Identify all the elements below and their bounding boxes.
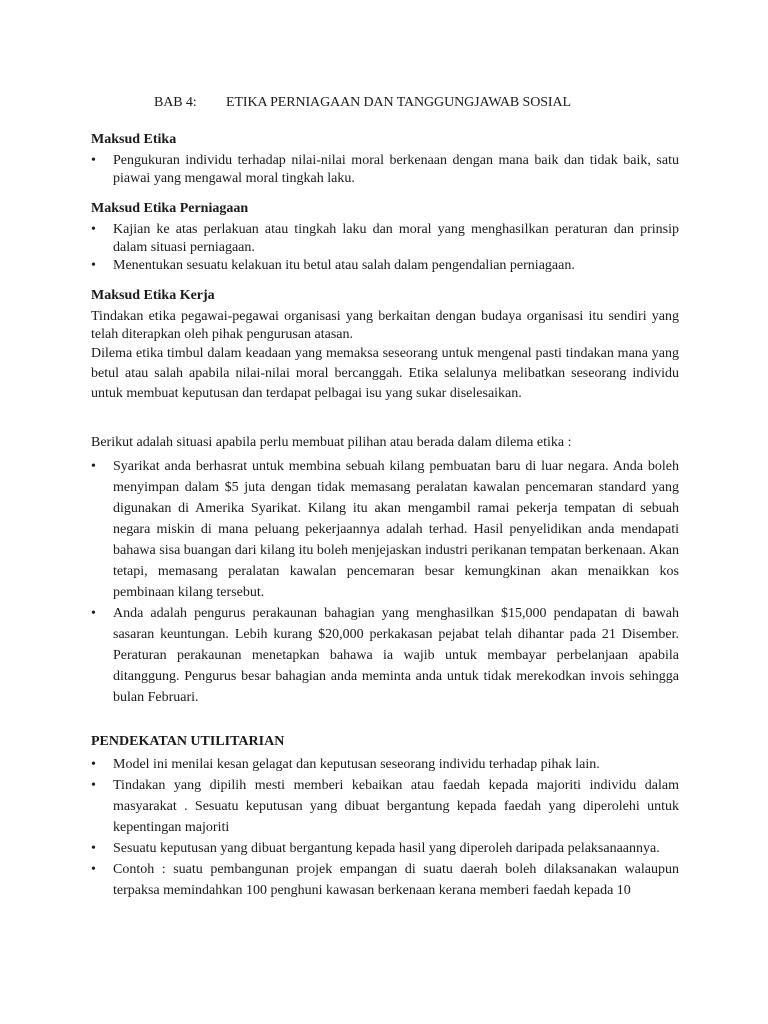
paragraph: Dilema etika timbul dalam keadaan yang memaksa seseorang untuk mengenal pasti tindakan mana yang betul atau salah apabila nilai-nilai moral bercanggah. Etika selalunya melibatkan seseorang individu untuk membuat keputusan dan terdapat pelbagai isu yang sukar diselesaikan. <box>91 346 679 401</box>
section-dilema <box>91 433 679 708</box>
list-item: • Kajian ke atas perlakuan atau tingkah laku dan moral yang menghasilkan peraturan dan prinsip dalam situasi perniagaan. <box>91 221 679 257</box>
list-item: • Syarikat anda berhasrat untuk membina sebuah kilang pembuatan baru di luar negara. Anda boleh menyimpan dalam $5 juta dengan tidak memasang peralatan kawalan pencemaran standard yang digunakan di Amerika Syarikat. Kilang itu akan mengambil ramai pekerja tempatan di sebuah negara miskin di mana peluang pekerjaannya adalah terhad. Hasil penyelidikan anda mendapati bahawa sisa buangan dari kilang itu boleh menjejaskan industri perikanan tempatan berkenaan. Akan tetapi, memasang peralatan kawalan pencemaran besar kemungkinan akan menaikkan kos pembinaan kilang tersebut. <box>91 456 679 603</box>
chapter-heading: ETIKA PERNIAGAAN DAN TANGGUNGJAWAB SOSIAL <box>226 95 571 110</box>
bullet-list <box>91 152 679 188</box>
list-item: • Anda adalah pengurus perakaunan bahagian yang menghasilkan $15,000 pendapatan di bawah sasaran keuntungan. Lebih kurang $20,000 perkakasan pejabat telah dihantar pada 21 Disember. Peraturan perakaunan menetapkan bahawa ia wajib untuk membayar perbelanjaan apabila ditanggung. Pengurus besar bahagian anda meminta anda untuk tidak merekodkan invois sehingga bulan Februari. <box>91 603 679 708</box>
paragraph: Berikut adalah situasi apabila perlu membuat pilihan atau berada dalam dilema etika : <box>91 435 572 450</box>
section-maksud-etika-perniagaan <box>91 199 679 275</box>
spacer <box>91 708 679 728</box>
section-maksud-etika <box>91 130 679 188</box>
paragraph: Tindakan etika pegawai-pegawai organisasi yang berkaitan dengan budaya organisasi itu sendiri yang telah diterapkan oleh pihak pengurusan atasan. <box>91 309 679 342</box>
list-item: • Model ini menilai kesan gelagat dan keputusan seseorang individu terhadap pihak lain. <box>91 754 679 775</box>
list-item: • Menentukan sesuatu kelakuan itu betul atau salah dalam pengendalian perniagaan. <box>91 257 679 275</box>
section-heading: Maksud Etika Perniagaan <box>91 201 249 216</box>
section-heading: PENDEKATAN UTILITARIAN <box>91 734 285 749</box>
bullet-list <box>91 456 679 708</box>
bullet-list <box>91 221 679 275</box>
chapter-number: BAB 4: <box>154 95 197 110</box>
list-item: • Pengukuran individu terhadap nilai-nilai moral berkenaan dengan mana baik dan tidak baik, satu piawai yang mengawal moral tingkah laku. <box>91 152 679 188</box>
bullet-list <box>91 754 679 901</box>
section-heading: Maksud Etika Kerja <box>91 288 215 303</box>
list-item: • Sesuatu keputusan yang dibuat bergantung kepada hasil yang diperoleh daripada pelaksanaannya. <box>91 838 679 859</box>
spacer <box>91 415 679 433</box>
section-utilitarian <box>91 732 679 901</box>
document-content <box>91 93 679 901</box>
chapter-title <box>91 93 679 112</box>
list-item: • Tindakan yang dipilih mesti memberi kebaikan atau faedah kepada majoriti individu dalam masyarakat . Sesuatu keputusan yang dibuat bergantung kepada faedah yang diperolehi untuk kepentingan majoriti <box>91 775 679 838</box>
list-item: • Contoh : suatu pembangunan projek empangan di suatu daerah boleh dilaksanakan walaupun terpaksa memindahkan 100 penghuni kawasan berkenaan kerana memberi faedah kepada 10 <box>91 859 679 901</box>
section-maksud-etika-kerja <box>91 286 679 404</box>
section-heading: Maksud Etika <box>91 132 177 147</box>
